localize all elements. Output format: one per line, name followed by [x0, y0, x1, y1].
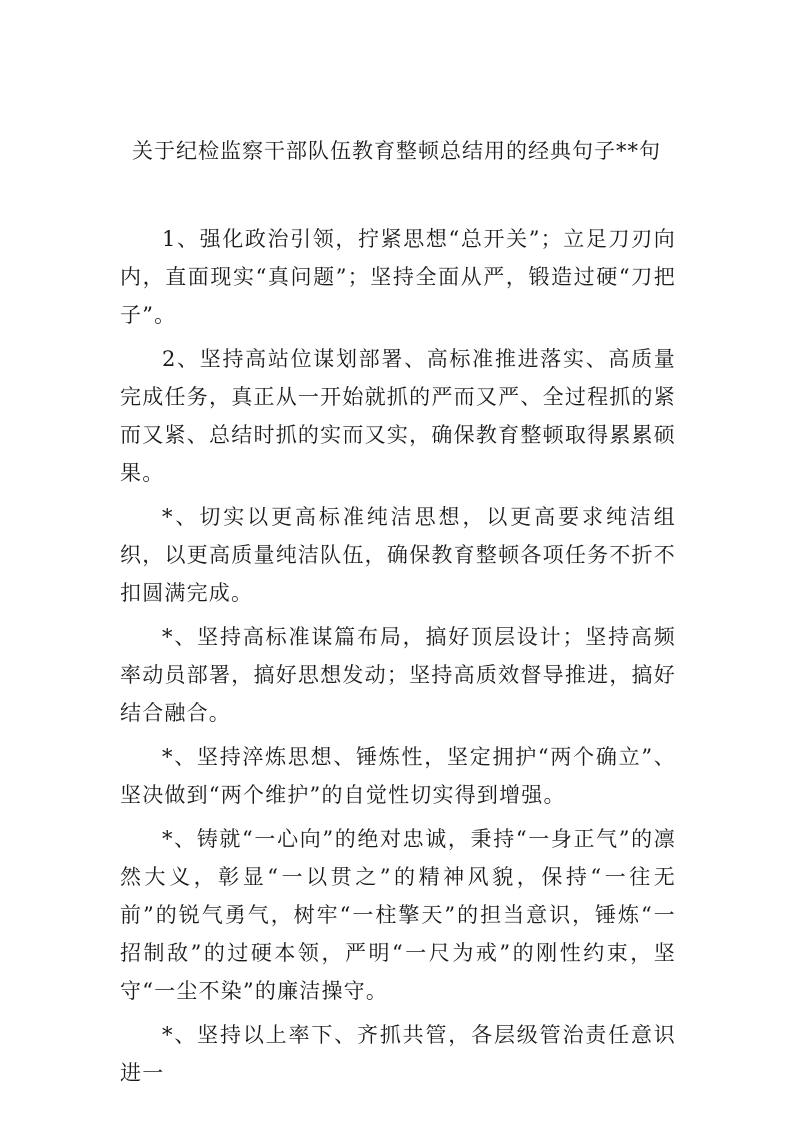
paragraph-4: *、坚持高标准谋篇布局，搞好顶层设计；坚持高频率动员部署，搞好思想发动；坚持高质效督导推进，搞好结合融合。: [120, 625, 676, 725]
paragraph-7: *、坚持以上率下、齐抓共管，各层级管治责任意识进一: [120, 1023, 676, 1085]
paragraph-6: *、铸就“一心向”的绝对忠诚，秉持“一身正气”的凛然大义，彰显“一以贯之”的精神风貌，保持“一往无前”的锐气勇气，树牢“一柱擎天”的担当意识，锤炼“一招制敌”的过硬本领，严明“一尺为戒”的刚性约束，坚守“一尘不染”的廉洁操守。: [120, 827, 676, 1003]
paragraph-1: 1、强化政治引领，拧紧思想“总开关”；立足刀刃向内，直面现实“真问题”；坚持全面从严，锻造过硬“刀把子”。: [120, 227, 676, 327]
paragraph-3: *、切实以更高标准纯洁思想，以更高要求纯洁组织，以更高质量纯洁队伍，确保教育整顿各项任务不折不扣圆满完成。: [120, 505, 676, 605]
document-title: 关于纪检监察干部队伍教育整顿总结用的经典句子**句: [132, 139, 661, 163]
paragraph-2: 2、坚持高站位谋划部署、高标准推进落实、高质量完成任务，真正从一开始就抓的严而又严、全过程抓的紧而又紧、总结时抓的实而又实，确保教育整顿取得累累硕果。: [120, 347, 676, 485]
paragraph-5: *、坚持淬炼思想、锤炼性，坚定拥护“两个确立”、坚决做到“两个维护”的自觉性切实得到增强。: [120, 745, 676, 807]
document-body: [120, 220, 676, 1098]
